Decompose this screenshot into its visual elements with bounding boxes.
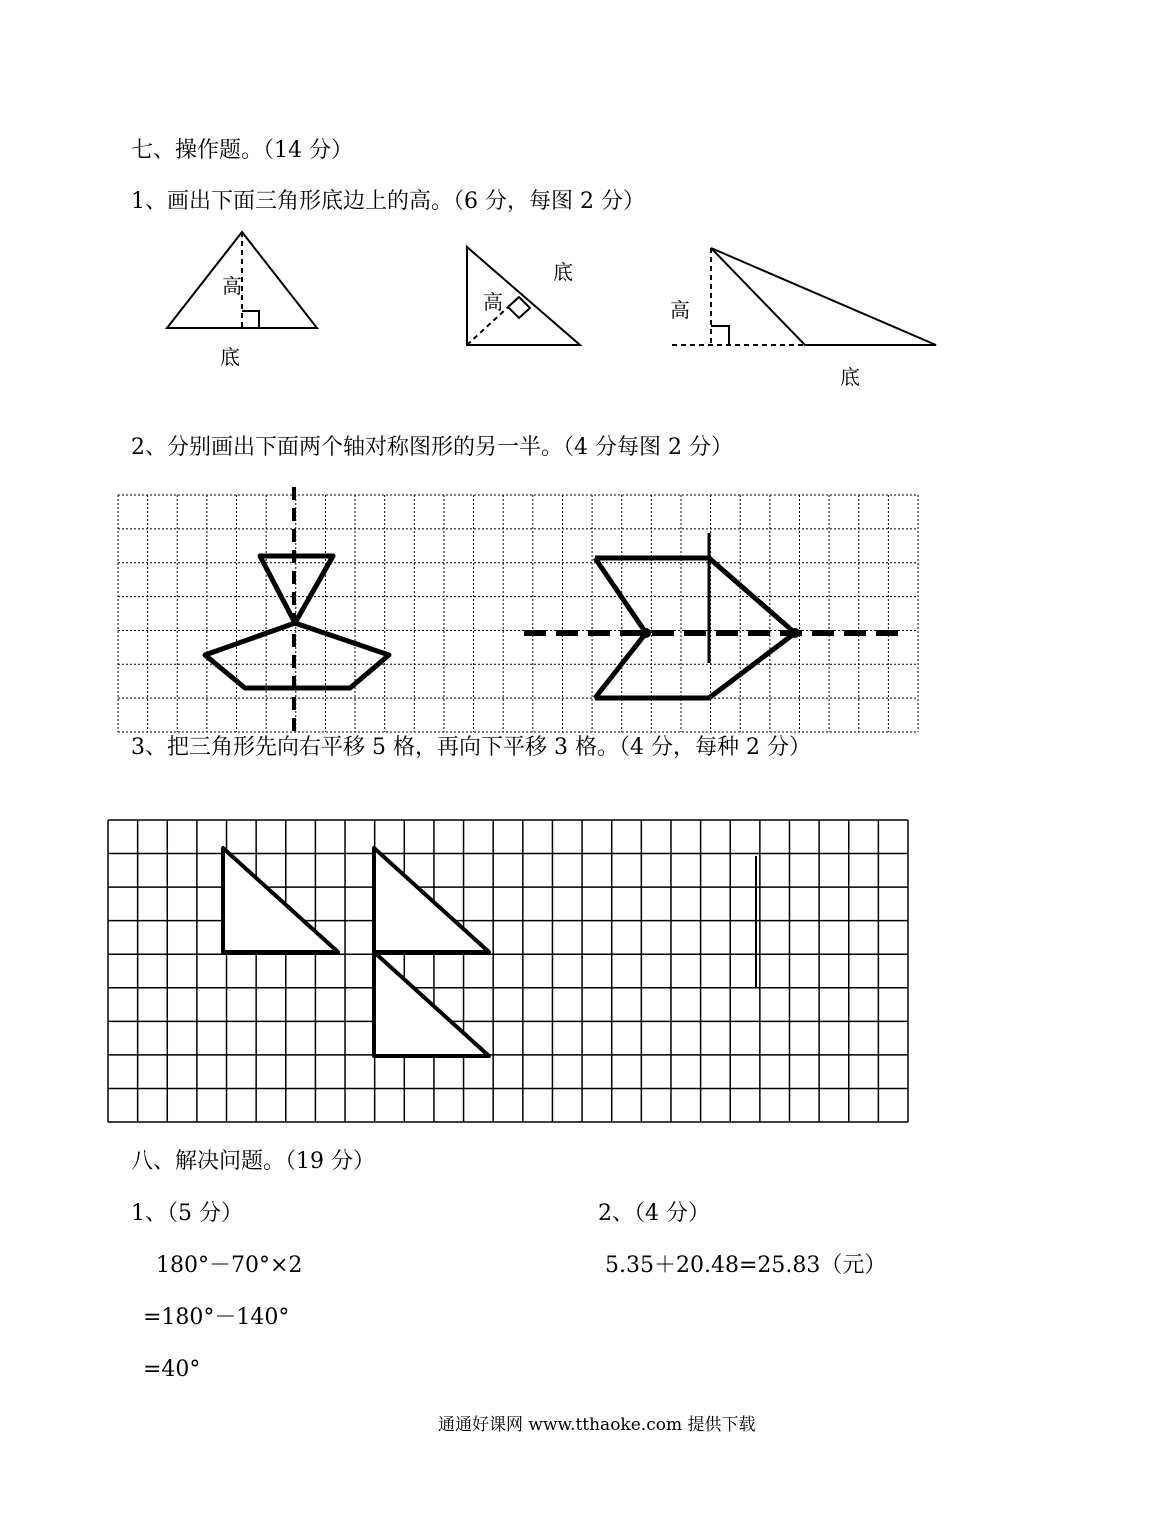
section-8-title: 八、解决问题。（19 分）	[131, 1149, 375, 1174]
problem-1-line-1: 180°－70°×2	[156, 1253, 303, 1278]
problem-1-line-2: =180°－140°	[143, 1305, 290, 1330]
shifted-down-triangle	[374, 952, 489, 1056]
label-height-1: 高	[222, 274, 242, 298]
footer-text: 通通好课网 www.tthaoke.com 提供下载	[438, 1415, 756, 1435]
question-2-text: 2、分别画出下面两个轴对称图形的另一半。（4 分每图 2 分）	[131, 435, 733, 460]
problem-2-heading: 2、（4 分）	[598, 1201, 710, 1226]
question-3-text: 3、把三角形先向右平移 5 格，再向下平移 3 格。（4 分，每种 2 分）	[131, 735, 811, 760]
problem-1-heading: 1、（5 分）	[131, 1201, 243, 1226]
shifted-right-triangle	[374, 848, 489, 952]
original-triangle	[223, 848, 338, 952]
label-base-3: 底	[840, 365, 860, 389]
section-7-title: 七、操作题。（14 分）	[131, 138, 353, 163]
question-1-text: 1、画出下面三角形底边上的高。（6 分，每图 2 分）	[131, 189, 645, 214]
label-base-2: 底	[553, 260, 573, 284]
problem-2-line: 5.35＋20.48=25.83（元）	[605, 1253, 887, 1278]
label-base-1: 底	[220, 345, 240, 369]
label-height-3: 高	[670, 298, 690, 322]
label-height-2: 高	[483, 290, 503, 314]
problem-1-line-3: =40°	[143, 1357, 201, 1382]
